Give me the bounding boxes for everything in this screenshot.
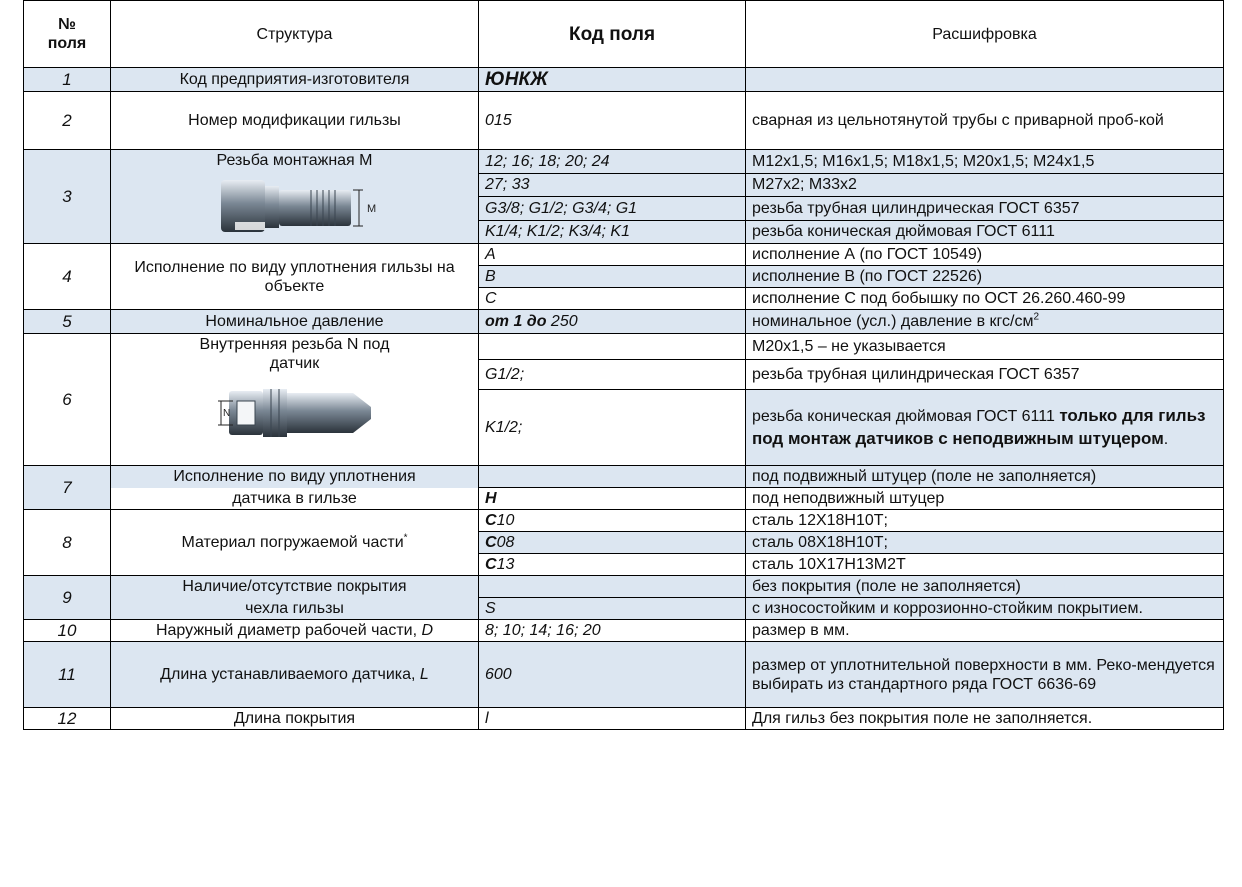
header-field-number: № поля [24,1,111,68]
field-decoding: исполнение А (по ГОСТ 10549) [746,244,1224,266]
field-decoding: резьба трубная цилиндрическая ГОСТ 6357 [746,360,1224,390]
field-code [479,532,746,554]
field-code: 015 [479,92,746,150]
field-structure-label: Резьба монтажная М [216,152,373,169]
field-structure-label: Внутренняя резьба N под датчик [199,336,390,372]
field-decoding: сталь 08Х18Н10Т; [746,532,1224,554]
field-structure [111,620,479,642]
field-decoding [746,310,1224,334]
field-decoding: резьба трубная цилиндрическая ГОСТ 6357 [746,197,1224,221]
field-code: K1/2; [479,390,746,466]
pressure-to: до [526,313,547,330]
field-structure: Код предприятия-изготовителя [111,68,479,92]
field-decoding: размер от уплотнительной поверхности в мм. Реко-мендуется выбирать из стандартного ряда ГОСТ 6636-69 [746,642,1224,708]
field-code [479,576,746,598]
field-structure: датчика в гильзе [111,488,479,510]
pressure-description: номинальное (усл.) давление в кгс/см [752,313,1034,330]
table-row [24,310,1224,334]
field-decoding: с износостойким и коррозионно-стойким покрытием. [746,598,1224,620]
table-row [24,576,1224,598]
field-number: 10 [24,620,111,642]
field-number: 1 [24,68,111,92]
field-decoding: М12х1,5; М16х1,5; М18х1,5; М20х1,5; М24х1,5 [746,150,1224,174]
field-number: 2 [24,92,111,150]
field-decoding [746,68,1224,92]
field-decoding: М27х2; М33х2 [746,173,1224,197]
code-suffix: 10 [496,512,515,529]
field-code [479,554,746,576]
field-decoding: М20х1,5 – не указывается [746,334,1224,360]
field-code: K1/4; K1/2; K3/4; K1 [479,220,746,244]
table-row [24,708,1224,730]
field-structure [111,150,479,244]
table-row [24,150,1224,174]
code-suffix: 13 [496,556,515,573]
spec-table-container [23,0,1223,730]
field-code: 600 [479,642,746,708]
pressure-value: 250 [550,313,578,330]
field-decoding: сталь 12Х18Н10Т; [746,510,1224,532]
diameter-label: Наружный диаметр рабочей части, [155,622,422,639]
field-number: 3 [24,150,111,244]
code-bold: Н [485,490,497,507]
field-code [479,466,746,488]
table-row [24,92,1224,150]
header-structure: Структура [111,1,479,68]
field-number: 7 [24,466,111,510]
field-structure: Исполнение по виду уплотнения гильзы на объекте [111,244,479,310]
field-number: 4 [24,244,111,310]
sensor-thread-tail: . [1163,430,1169,448]
code-bold: С [485,534,497,551]
field-code: S [479,598,746,620]
table-row [24,510,1224,532]
table-row [24,620,1224,642]
field-decoding: исполнение В (по ГОСТ 22526) [746,266,1224,288]
field-code: 27; 33 [479,173,746,197]
field-structure: Длина покрытия [111,708,479,730]
field-decoding: без покрытия (поле не заполняется) [746,576,1224,598]
diameter-symbol: D [421,622,434,639]
field-code: G3/8; G1/2; G3/4; G1 [479,197,746,221]
header-row [24,1,1224,68]
field-structure [111,334,479,466]
field-code [479,334,746,360]
material-label: Материал погружаемой части [181,534,404,551]
field-code: А [479,244,746,266]
table-row [24,642,1224,708]
sensor-thread-restriction: только для гильз под монтаж датчиков с неподвижным штуцером [752,405,1206,448]
thread-m-label: M [366,203,376,215]
table-row [24,244,1224,266]
sensor-thread-description: резьба коническая дюймовая ГОСТ 6111 [752,407,1060,425]
length-label: Длина устанавливаемого датчика, [160,666,420,683]
code-bold: С [485,512,497,529]
field-decoding: сварная из цельнотянутой трубы с приварной проб-кой [746,92,1224,150]
field-decoding: размер в мм. [746,620,1224,642]
header-decoding: Расшифровка [746,1,1224,68]
field-number: 8 [24,510,111,576]
field-code: G1/2; [479,360,746,390]
field-number: 11 [24,642,111,708]
table-row [24,598,1224,620]
field-code: l [479,708,746,730]
table-row [24,68,1224,92]
field-code: 12; 16; 18; 20; 24 [479,150,746,174]
pressure-unit-superscript: 2 [1033,311,1040,323]
field-structure: Номинальное давление [111,310,479,334]
field-structure [111,642,479,708]
field-decoding: исполнение С под бобышку по ОСТ 26.260.460-99 [746,288,1224,310]
field-code [479,510,746,532]
manufacturer-code: ЮНКЖ [485,68,548,90]
code-suffix: 08 [496,534,515,551]
field-decoding: под неподвижный штуцер [746,488,1224,510]
field-decoding [746,390,1224,466]
table-row [24,334,1224,360]
table-row [24,488,1224,510]
field-number: 6 [24,334,111,466]
field-decoding: резьба коническая дюймовая ГОСТ 6111 [746,220,1224,244]
field-structure: Исполнение по виду уплотнения [111,466,479,488]
field-structure: Наличие/отсутствие покрытия [111,576,479,598]
field-code [479,310,746,334]
field-structure: чехла гильзы [111,598,479,620]
field-structure-table [23,0,1224,730]
field-number: 9 [24,576,111,620]
field-code: С [479,288,746,310]
field-decoding: сталь 10Х17Н13М2Т [746,554,1224,576]
field-decoding: Для гильз без покрытия поле не заполняется. [746,708,1224,730]
field-number: 12 [24,708,111,730]
mounting-thread-fitting-image [215,174,375,242]
field-code [479,488,746,510]
pressure-from: от 1 [485,313,523,330]
length-symbol: L [419,666,429,683]
field-structure [111,510,479,576]
field-decoding: под подвижный штуцер (поле не заполняется) [746,466,1224,488]
field-code: 8; 10; 14; 16; 20 [479,620,746,642]
field-code [479,68,746,92]
header-field-code: Код поля [479,1,746,68]
field-number: 5 [24,310,111,334]
field-code: В [479,266,746,288]
code-bold: С [485,556,497,573]
thread-n-label: N [222,408,230,419]
table-row [24,466,1224,488]
material-footnote-mark: * [403,532,408,544]
sensor-thread-fitting-image [213,383,377,443]
field-structure: Номер модификации гильзы [111,92,479,150]
